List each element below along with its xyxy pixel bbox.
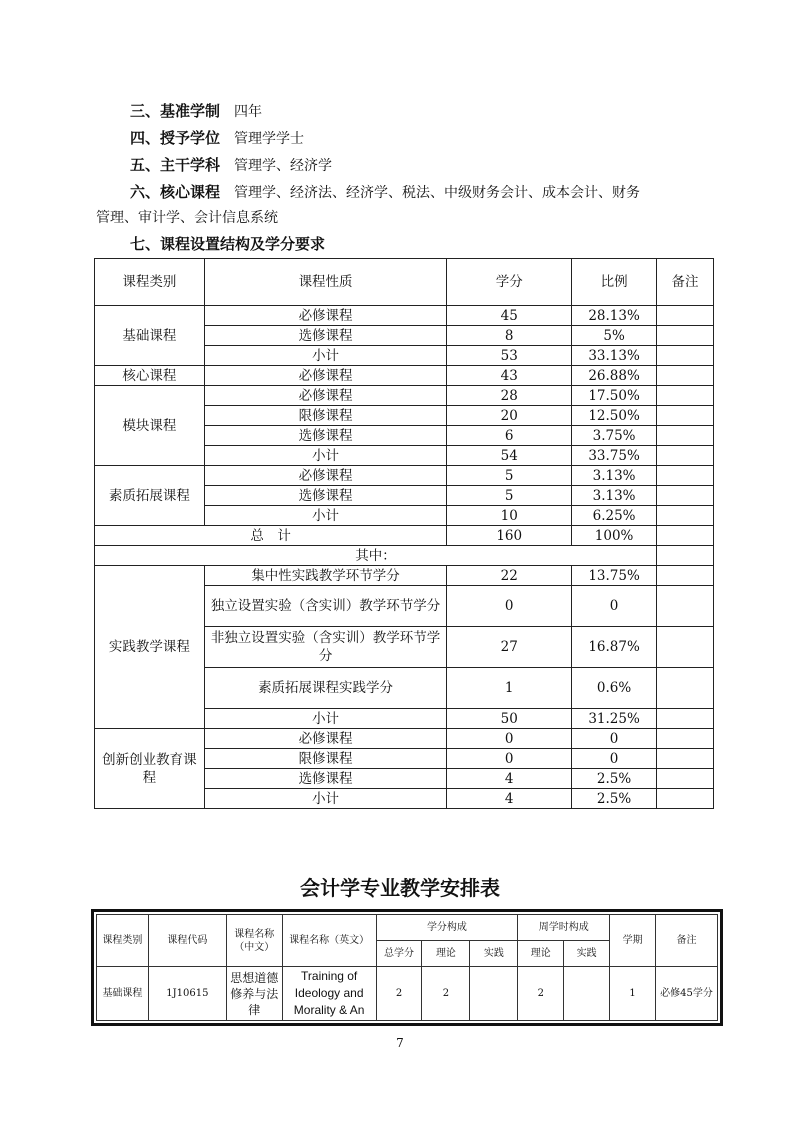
nature-cell: 小计 [204,709,447,729]
table-row [95,366,714,386]
discipline-label: 五、主干学科 [130,156,221,174]
total-label: 总 计 [95,526,447,546]
nature-cell: 选修课程 [204,486,447,506]
ratio-cell: 2.5% [572,789,657,809]
nature-cell: 独立设置实验（含实训）教学环节学分 [204,586,447,627]
note-cell [657,406,714,426]
credit-cell: 1 [447,668,572,709]
header-course-category: 课程类别 [97,915,149,967]
table-row [95,729,714,749]
duration-line [130,100,262,123]
credit-cell: 0 [447,586,572,627]
schedule-table-frame [91,909,723,1026]
header-note: 备注 [657,259,714,306]
table-row [95,386,714,406]
ratio-cell: 33.13% [572,346,657,366]
nature-cell: 选修课程 [204,326,447,346]
nature-cell: 限修课程 [204,406,447,426]
note-cell [657,709,714,729]
total-credit: 160 [447,526,572,546]
category-cell: 核心课程 [95,366,205,386]
total-ratio: 100% [572,526,657,546]
note-cell [657,446,714,466]
credit-cell: 4 [447,789,572,809]
note-cell [657,366,714,386]
row-name-en: Training of Ideology and Morality & An [282,967,376,1021]
total-row [95,526,714,546]
core-courses-value: 管理学、经济法、经济学、税法、中级财务会计、成本会计、财务 [234,185,641,201]
ratio-cell: 13.75% [572,566,657,586]
ratio-cell: 12.50% [572,406,657,426]
credit-cell: 5 [447,466,572,486]
header-credit-total: 总学分 [376,941,422,967]
header-note: 备注 [656,915,718,967]
credit-cell: 54 [447,446,572,466]
credit-cell: 4 [447,769,572,789]
note-cell [657,749,714,769]
credit-cell: 27 [447,627,572,668]
nature-cell: 选修课程 [204,769,447,789]
discipline-value: 管理学、经济学 [234,158,333,174]
ratio-cell: 3.13% [572,466,657,486]
credit-cell: 0 [447,729,572,749]
nature-cell: 小计 [204,446,447,466]
nature-cell: 必修课程 [204,306,447,326]
schedule-table [96,914,718,1021]
note-cell [657,326,714,346]
nature-cell: 必修课程 [204,386,447,406]
note-cell [657,769,714,789]
ratio-cell: 33.75% [572,446,657,466]
row-code: 1J10615 [148,967,226,1021]
category-cell: 创新创业教育课程 [95,729,205,809]
degree-line [130,127,304,150]
ratio-cell: 5% [572,326,657,346]
category-cell: 素质拓展课程 [95,466,205,526]
note-cell [657,668,714,709]
credit-cell: 20 [447,406,572,426]
note-cell [657,586,714,627]
nature-cell: 小计 [204,346,447,366]
nature-cell: 集中性实践教学环节学分 [204,566,447,586]
credit-cell: 28 [447,386,572,406]
row-hours-practice [564,967,610,1021]
header-credit: 学分 [447,259,572,306]
row-hours-theory: 2 [518,967,564,1021]
note-cell [657,346,714,366]
note-cell [657,466,714,486]
header-hours-practice: 实践 [564,941,610,967]
row-term: 1 [610,967,656,1021]
credit-cell: 22 [447,566,572,586]
ratio-cell: 0 [572,749,657,769]
row-name-cn: 思想道德修养与法律 [226,967,282,1021]
note-cell [657,506,714,526]
table-header-row [95,259,714,306]
credit-cell: 10 [447,506,572,526]
credit-cell: 45 [447,306,572,326]
header-course-name-en: 课程名称（英文） [282,915,376,967]
ratio-cell: 31.25% [572,709,657,729]
header-hours-theory: 理论 [518,941,564,967]
note-cell [657,789,714,809]
duration-value: 四年 [234,104,263,120]
header-hours-group: 周学时构成 [518,915,610,941]
credit-cell: 8 [447,326,572,346]
ratio-cell: 3.13% [572,486,657,506]
header-credit-group: 学分构成 [376,915,518,941]
section-heading-label: 七、课程设置结构及学分要求 [130,235,326,253]
credit-cell: 0 [447,749,572,769]
table-row [95,306,714,326]
ratio-cell: 0.6% [572,668,657,709]
row-credit-practice [470,967,518,1021]
category-cell: 模块课程 [95,386,205,466]
core-courses-label: 六、核心课程 [130,183,221,201]
row-credit-total: 2 [376,967,422,1021]
header-term: 学期 [610,915,656,967]
ratio-cell: 28.13% [572,306,657,326]
core-courses-continued: 管理、审计学、会计信息系统 [96,210,278,226]
ratio-cell: 0 [572,586,657,627]
nature-cell: 必修课程 [204,729,447,749]
note-cell [657,729,714,749]
nature-cell: 必修课程 [204,466,447,486]
row-category: 基础课程 [97,967,149,1021]
ratio-cell: 3.75% [572,426,657,446]
note-cell [657,386,714,406]
table-row [95,466,714,486]
header-course-name-cn: 课程名称（中文） [226,915,282,967]
header-credit-theory: 理论 [422,941,470,967]
nature-cell: 素质拓展课程实践学分 [204,668,447,709]
page-number: 7 [396,1036,404,1050]
note-cell [657,627,714,668]
note-cell [657,306,714,326]
discipline-line [130,154,332,177]
schedule-title: 会计学专业教学安排表 [300,876,500,900]
nature-cell: 选修课程 [204,426,447,446]
core-courses-line [130,181,640,204]
note-cell [657,566,714,586]
credit-cell: 5 [447,486,572,506]
degree-label: 四、授予学位 [130,129,221,147]
header-category: 课程类别 [95,259,205,306]
credit-cell: 43 [447,366,572,386]
credit-cell: 53 [447,346,572,366]
category-cell: 实践教学课程 [95,566,205,729]
duration-label: 三、基准学制 [130,102,221,120]
nature-cell: 小计 [204,506,447,526]
header-ratio: 比例 [572,259,657,306]
row-note: 必修45学分 [656,967,718,1021]
row-credit-theory: 2 [422,967,470,1021]
header-credit-practice: 实践 [470,941,518,967]
nature-cell: 限修课程 [204,749,447,769]
note-cell [657,546,714,566]
among-row [95,546,714,566]
table-row [95,566,714,586]
header-nature: 课程性质 [204,259,447,306]
note-cell [657,426,714,446]
ratio-cell: 26.88% [572,366,657,386]
ratio-cell: 2.5% [572,769,657,789]
header-course-code: 课程代码 [148,915,226,967]
among-label: 其中： [95,546,657,566]
ratio-cell: 6.25% [572,506,657,526]
note-cell [657,526,714,546]
nature-cell: 小计 [204,789,447,809]
credit-cell: 6 [447,426,572,446]
credit-structure-table [94,258,714,809]
nature-cell: 必修课程 [204,366,447,386]
section-heading-structure [130,233,325,255]
note-cell [657,486,714,506]
degree-value: 管理学学士 [234,131,305,147]
schedule-header-row [97,915,718,941]
credit-cell: 50 [447,709,572,729]
ratio-cell: 0 [572,729,657,749]
ratio-cell: 16.87% [572,627,657,668]
schedule-row [97,967,718,1021]
nature-cell: 非独立设置实验（含实训）教学环节学分 [204,627,447,668]
ratio-cell: 17.50% [572,386,657,406]
category-cell: 基础课程 [95,306,205,366]
